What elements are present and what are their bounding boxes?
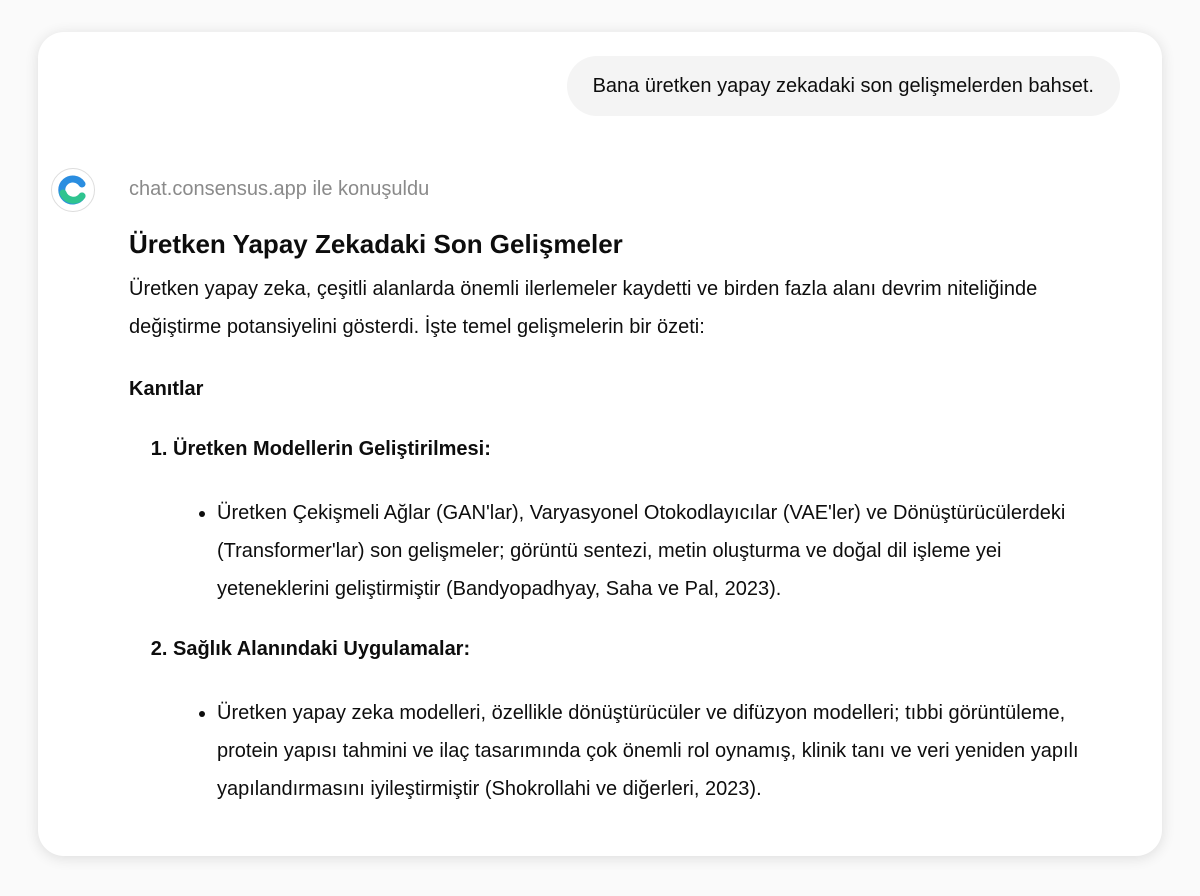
- chat-window: [38, 32, 1162, 856]
- assistant-message: [129, 174, 1119, 830]
- item-bullet: • Üretken Çekişmeli Ağlar (GAN'lar), Varyasyonel Otokodlayıcılar (VAE'ler) ve Dönüştürücülerdeki (Transformer'lar) son gelişmeler; görüntü sentezi, metin oluşturma ve doğal dil işleme yei yeteneklerini geliştirmiştir (Bandyopadhyay, Saha ve Pal, 2023).: [217, 494, 1119, 608]
- findings-list: [129, 430, 1119, 808]
- consensus-logo-icon: [51, 168, 95, 212]
- list-item: [173, 430, 1119, 608]
- source-label[interactable]: chat.consensus.app ile konuşuldu: [129, 178, 430, 200]
- user-message: Bana üretken yapay zekadaki son gelişmelerden bahset.: [567, 56, 1120, 116]
- item-bullet: • Üretken yapay zeka modelleri, özellikle dönüştürücüler ve difüzyon modelleri; tıbbi görüntüleme, protein yapısı tahmini ve ilaç tasarımında çok önemli rol oynamış, klinik tanı ve veri yeniden yapılı yapılandırmasını iyileştirmiştir (Shokrollahi ve diğerleri, 2023).: [217, 694, 1119, 808]
- list-item: [173, 630, 1119, 808]
- response-title: Üretken Yapay Zekadaki Son Gelişmeler: [129, 229, 623, 259]
- section-heading: Kanıtlar: [129, 378, 204, 400]
- item-heading: Sağlık Alanındaki Uygulamalar:: [173, 638, 471, 660]
- item-heading: Üretken Modellerin Geliştirilmesi:: [173, 438, 491, 460]
- intro-paragraph: Üretken yapay zeka, çeşitli alanlarda önemli ilerlemeler kaydetti ve birden fazla alanı devrim niteliğinde değiştirme potansiyelini gösterdi. İşte temel gelişmelerin bir özeti:: [129, 278, 1038, 338]
